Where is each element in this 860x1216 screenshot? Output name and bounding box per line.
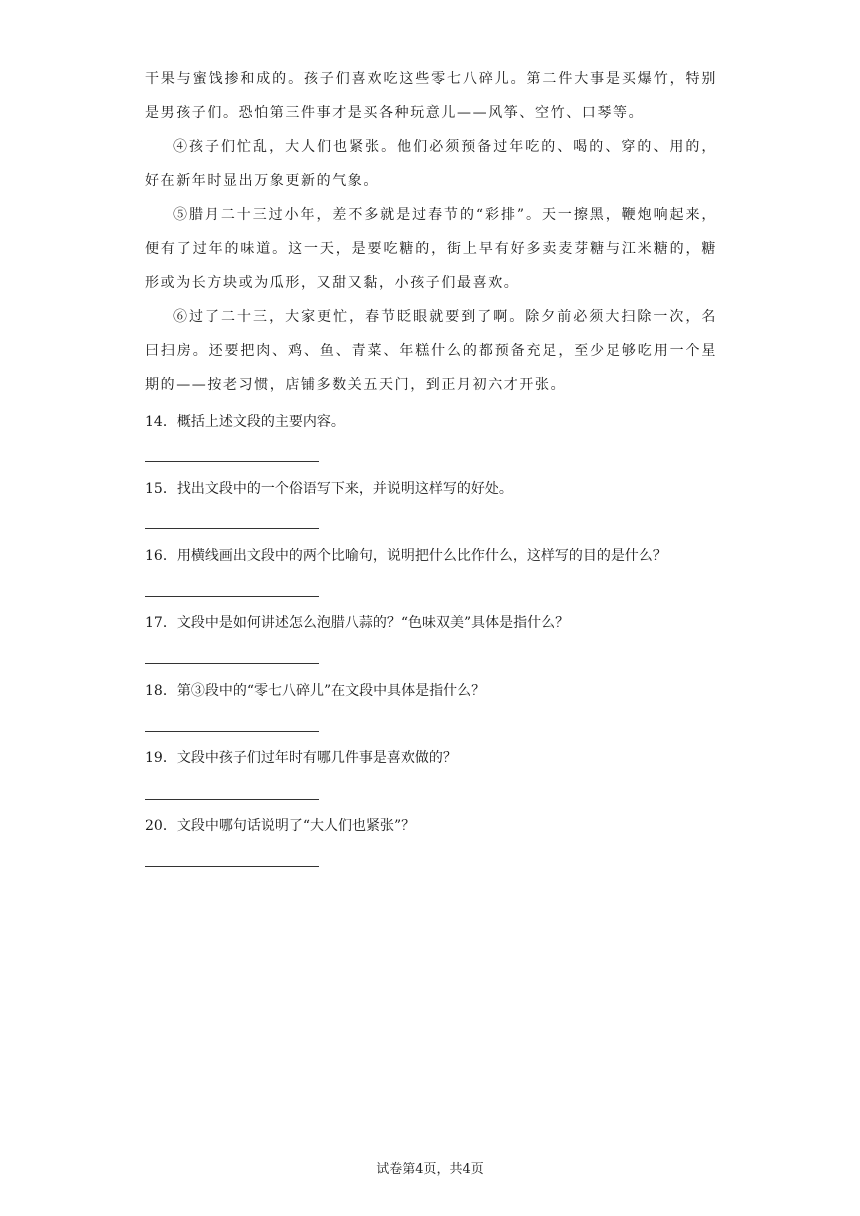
page-footer: 试卷第4页，共4页 xyxy=(376,1162,484,1177)
passage-paragraph-6: ⑥过了二十三，大家更忙，春节眨眼就要到了啊。除夕前必须大扫除一次，名曰扫房。还要把肉、鸡、鱼、青菜、年糕什么的都预备充足，至少足够吃用一个星期的——按老习惯，店铺多数关五天门，到正月初六才开张。 xyxy=(145,309,717,393)
passage-paragraph-4: ④孩子们忙乱，大人们也紧张。他们必须预备过年吃的、喝的、穿的、用的，好在新年时显出万象更新的气象。 xyxy=(145,139,717,189)
question-19: 19．文段中孩子们过年时有哪几件事是喜欢做的？ xyxy=(145,750,457,766)
answer-line-16[interactable] xyxy=(145,596,319,597)
question-20: 20．文段中哪句话说明了“大人们也紧张”？ xyxy=(145,818,416,834)
passage-paragraph-continued: 干果与蜜饯掺和成的。孩子们喜欢吃这些零七八碎儿。第二件大事是买爆竹，特别是男孩子们。恐怕第三件事才是买各种玩意儿——风筝、空竹、口琴等。 xyxy=(145,71,717,121)
question-17: 17．文段中是如何讲述怎么泡腊八蒜的？“色味双美”具体是指什么？ xyxy=(145,615,570,631)
answer-line-18[interactable] xyxy=(145,731,319,732)
answer-line-20[interactable] xyxy=(145,866,319,867)
answer-line-19[interactable] xyxy=(145,799,319,800)
question-15: 15．找出文段中的一个俗语写下来，并说明这样写的好处。 xyxy=(145,481,513,497)
reading-passage xyxy=(145,62,717,402)
passage-paragraph-5: ⑤腊月二十三过小年，差不多就是过春节的“彩排”。天一擦黑，鞭炮响起来，便有了过年的味道。这一天，是要吃糖的，街上早有好多卖麦芽糖与江米糖的，糖形或为长方块或为瓜形，又甜又黏，小孩子们最喜欢。 xyxy=(145,207,717,291)
answer-line-17[interactable] xyxy=(145,663,319,664)
question-14: 14．概括上述文段的主要内容。 xyxy=(145,414,345,430)
answer-line-15[interactable] xyxy=(145,528,319,529)
question-16: 16．用横线画出文段中的两个比喻句，说明把什么比作什么，这样写的目的是什么？ xyxy=(145,548,667,564)
answer-line-14[interactable] xyxy=(145,461,319,462)
question-18: 18．第③段中的“零七八碎儿”在文段中具体是指什么？ xyxy=(145,683,486,699)
